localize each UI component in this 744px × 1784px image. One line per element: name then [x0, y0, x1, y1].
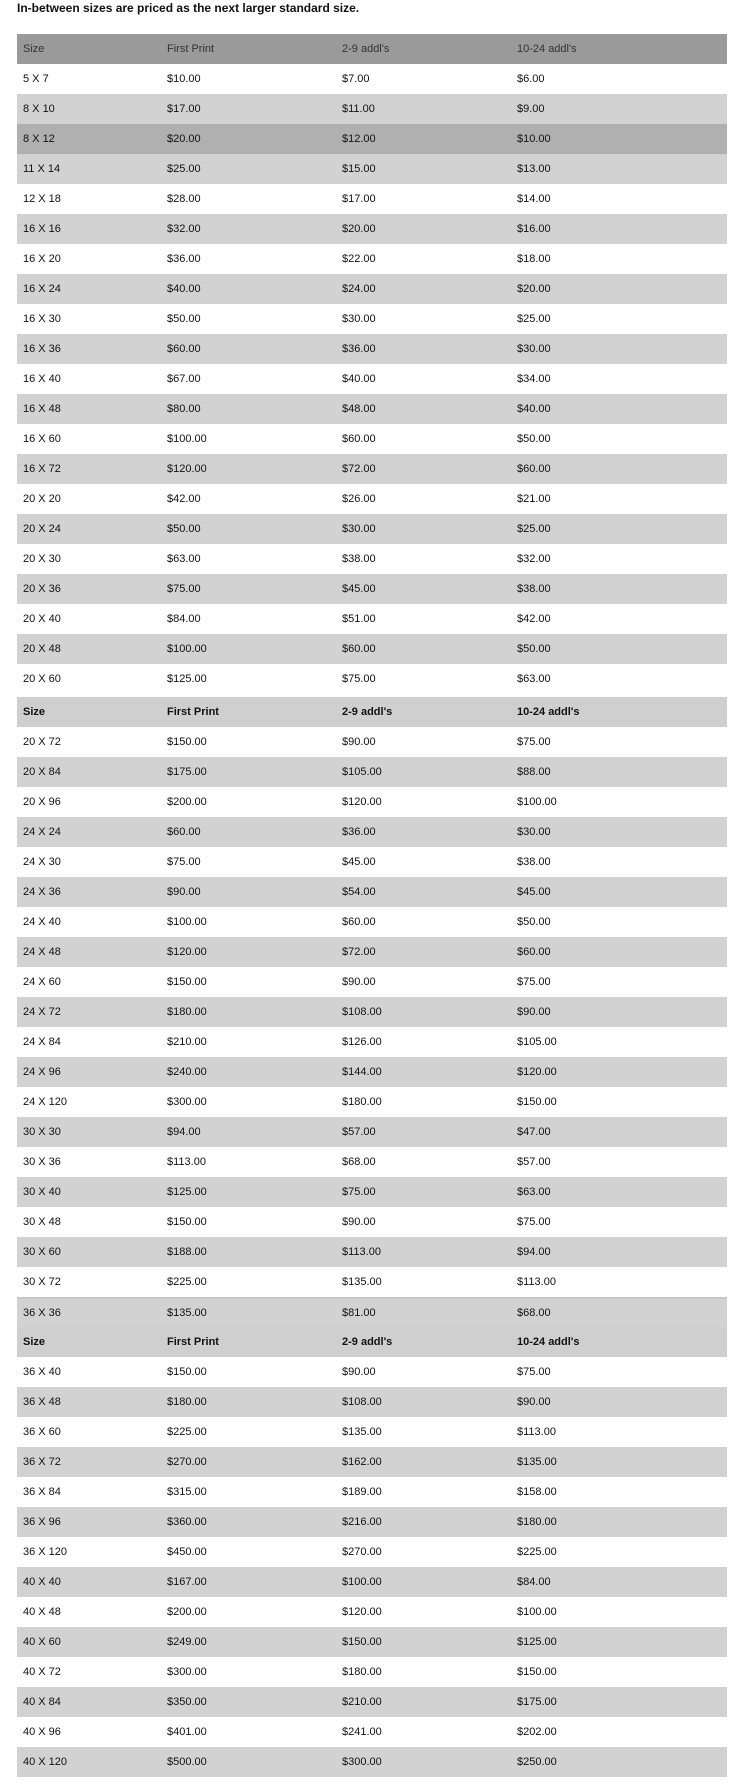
cell-size: 24 X 30	[23, 856, 61, 868]
cell-first-print: $225.00	[167, 1426, 207, 1438]
cell-size: 36 X 36	[23, 1307, 61, 1319]
cell-first-print: $100.00	[167, 916, 207, 928]
cell-size: 24 X 48	[23, 946, 61, 958]
column-header-first-print: First Print	[167, 1336, 219, 1348]
cell-addl-2-9: $12.00	[342, 133, 376, 145]
cell-addl-10-24: $158.00	[517, 1486, 557, 1498]
cell-addl-2-9: $11.00	[342, 103, 375, 115]
cell-addl-2-9: $180.00	[342, 1666, 382, 1678]
table-row[interactable]	[17, 94, 727, 124]
cell-first-print: $300.00	[167, 1096, 207, 1108]
cell-first-print: $120.00	[167, 946, 207, 958]
cell-first-print: $100.00	[167, 433, 207, 445]
cell-first-print: $315.00	[167, 1486, 207, 1498]
cell-addl-10-24: $90.00	[517, 1396, 551, 1408]
cell-size: 24 X 24	[23, 826, 61, 838]
cell-addl-2-9: $300.00	[342, 1756, 382, 1768]
table-header-row	[17, 34, 727, 64]
cell-first-print: $17.00	[167, 103, 201, 115]
cell-addl-2-9: $189.00	[342, 1486, 382, 1498]
cell-addl-10-24: $50.00	[517, 916, 551, 928]
cell-addl-2-9: $45.00	[342, 583, 376, 595]
cell-addl-2-9: $54.00	[342, 886, 376, 898]
table-row[interactable]	[17, 787, 727, 817]
cell-addl-10-24: $84.00	[517, 1576, 551, 1588]
table-row[interactable]	[17, 1357, 727, 1387]
cell-size: 30 X 60	[23, 1246, 61, 1258]
column-header-addl-2-9: 2-9 addl's	[342, 706, 393, 718]
cell-size: 20 X 24	[23, 523, 61, 535]
cell-addl-10-24: $125.00	[517, 1636, 557, 1648]
cell-size: 36 X 40	[23, 1366, 61, 1378]
cell-first-print: $150.00	[167, 1216, 207, 1228]
table-row[interactable]	[17, 634, 727, 664]
cell-addl-2-9: $36.00	[342, 343, 376, 355]
cell-addl-10-24: $9.00	[517, 103, 545, 115]
cell-addl-10-24: $20.00	[517, 283, 551, 295]
cell-size: 24 X 72	[23, 1006, 61, 1018]
cell-addl-2-9: $180.00	[342, 1096, 382, 1108]
cell-size: 40 X 72	[23, 1666, 61, 1678]
table-row[interactable]	[17, 454, 727, 484]
cell-size: 20 X 96	[23, 796, 61, 808]
cell-addl-10-24: $30.00	[517, 826, 551, 838]
table-row[interactable]	[17, 1747, 727, 1777]
table-row[interactable]	[17, 997, 727, 1027]
cell-addl-2-9: $48.00	[342, 403, 376, 415]
cell-addl-2-9: $120.00	[342, 796, 382, 808]
cell-addl-10-24: $42.00	[517, 613, 551, 625]
cell-first-print: $150.00	[167, 976, 207, 988]
cell-addl-2-9: $90.00	[342, 976, 376, 988]
cell-addl-10-24: $68.00	[517, 1307, 551, 1319]
cell-addl-2-9: $90.00	[342, 1216, 376, 1228]
cell-size: 20 X 84	[23, 766, 61, 778]
table-row[interactable]	[17, 304, 727, 334]
cell-size: 16 X 72	[23, 463, 61, 475]
cell-first-print: $450.00	[167, 1546, 207, 1558]
cell-size: 24 X 120	[23, 1096, 68, 1108]
cell-addl-2-9: $36.00	[342, 826, 376, 838]
table-row[interactable]	[17, 1627, 727, 1657]
cell-size: 8 X 12	[23, 133, 55, 145]
cell-size: 30 X 36	[23, 1156, 61, 1168]
cell-size: 30 X 72	[23, 1276, 61, 1288]
cell-addl-2-9: $60.00	[342, 643, 376, 655]
cell-first-print: $300.00	[167, 1666, 207, 1678]
cell-addl-10-24: $94.00	[517, 1246, 551, 1258]
cell-first-print: $25.00	[167, 163, 201, 175]
cell-addl-2-9: $105.00	[342, 766, 382, 778]
cell-addl-2-9: $38.00	[342, 553, 376, 565]
table-row[interactable]	[17, 244, 727, 274]
table-row[interactable]	[17, 1207, 727, 1237]
price-table-1	[17, 34, 727, 694]
table-row[interactable]	[17, 1237, 727, 1267]
cell-size: 30 X 48	[23, 1216, 61, 1228]
cell-addl-2-9: $60.00	[342, 916, 376, 928]
cell-addl-10-24: $113.00	[517, 1426, 556, 1438]
cell-size: 40 X 40	[23, 1576, 61, 1588]
cell-first-print: $135.00	[167, 1307, 207, 1319]
cell-first-print: $270.00	[167, 1456, 207, 1468]
cell-first-print: $401.00	[167, 1726, 207, 1738]
cell-addl-2-9: $120.00	[342, 1606, 382, 1618]
cell-size: 20 X 36	[23, 583, 61, 595]
table-row[interactable]	[17, 1177, 727, 1207]
cell-addl-10-24: $40.00	[517, 403, 551, 415]
table-row[interactable]	[17, 1027, 727, 1057]
cell-addl-2-9: $90.00	[342, 736, 376, 748]
cell-size: 16 X 30	[23, 313, 61, 325]
cell-addl-2-9: $108.00	[342, 1396, 382, 1408]
column-header-size: Size	[23, 1336, 46, 1348]
cell-addl-2-9: $51.00	[342, 613, 376, 625]
table-row[interactable]	[17, 727, 727, 757]
cell-addl-10-24: $175.00	[517, 1696, 557, 1708]
cell-size: 16 X 40	[23, 373, 61, 385]
cell-addl-10-24: $100.00	[517, 796, 557, 808]
cell-first-print: $200.00	[167, 796, 207, 808]
table-row[interactable]	[17, 1657, 727, 1687]
cell-addl-10-24: $50.00	[517, 433, 551, 445]
cell-size: 36 X 60	[23, 1426, 61, 1438]
cell-size: 16 X 16	[23, 223, 61, 235]
table-row[interactable]	[17, 1057, 727, 1087]
cell-addl-10-24: $202.00	[517, 1726, 557, 1738]
cell-first-print: $150.00	[167, 736, 207, 748]
cell-size: 24 X 36	[23, 886, 61, 898]
cell-addl-2-9: $81.00	[342, 1307, 376, 1319]
cell-addl-2-9: $30.00	[342, 523, 376, 535]
cell-addl-10-24: $105.00	[517, 1036, 557, 1048]
table-row[interactable]	[17, 214, 727, 244]
cell-first-print: $225.00	[167, 1276, 207, 1288]
cell-addl-2-9: $22.00	[342, 253, 376, 265]
cell-first-print: $120.00	[167, 463, 207, 475]
table-row[interactable]	[17, 907, 727, 937]
cell-addl-2-9: $26.00	[342, 493, 376, 505]
cell-addl-2-9: $7.00	[342, 73, 370, 85]
cell-size: 36 X 48	[23, 1396, 61, 1408]
cell-addl-2-9: $241.00	[342, 1726, 382, 1738]
cell-first-print: $32.00	[167, 223, 201, 235]
cell-size: 24 X 84	[23, 1036, 61, 1048]
cell-addl-2-9: $216.00	[342, 1516, 382, 1528]
cell-size: 16 X 24	[23, 283, 61, 295]
cell-addl-2-9: $150.00	[342, 1636, 382, 1648]
table-row[interactable]	[17, 1117, 727, 1147]
table-row[interactable]	[17, 394, 727, 424]
table-row[interactable]	[17, 604, 727, 634]
cell-addl-2-9: $144.00	[342, 1066, 382, 1078]
cell-addl-2-9: $72.00	[342, 463, 376, 475]
cell-size: 30 X 30	[23, 1126, 61, 1138]
table-row[interactable]	[17, 1147, 727, 1177]
cell-addl-10-24: $57.00	[517, 1156, 551, 1168]
cell-addl-10-24: $60.00	[517, 946, 551, 958]
cell-addl-10-24: $113.00	[517, 1276, 556, 1288]
cell-addl-10-24: $225.00	[517, 1546, 557, 1558]
cell-addl-2-9: $68.00	[342, 1156, 376, 1168]
cell-size: 36 X 84	[23, 1486, 61, 1498]
cell-addl-10-24: $100.00	[517, 1606, 557, 1618]
table-row[interactable]	[17, 1687, 727, 1717]
cell-addl-10-24: $60.00	[517, 463, 551, 475]
table-row[interactable]	[17, 1477, 727, 1507]
column-header-addl-2-9: 2-9 addl's	[342, 43, 390, 55]
cell-size: 24 X 60	[23, 976, 61, 988]
cell-addl-10-24: $25.00	[517, 523, 551, 535]
cell-first-print: $180.00	[167, 1396, 207, 1408]
table-row[interactable]	[17, 1597, 727, 1627]
cell-first-print: $249.00	[167, 1636, 207, 1648]
cell-addl-10-24: $16.00	[517, 223, 551, 235]
column-header-addl-10-24: 10-24 addl's	[517, 43, 577, 55]
cell-addl-10-24: $47.00	[517, 1126, 551, 1138]
cell-first-print: $10.00	[167, 73, 201, 85]
cell-first-print: $40.00	[167, 283, 201, 295]
cell-first-print: $125.00	[167, 673, 207, 685]
table-row[interactable]	[17, 154, 727, 184]
table-row[interactable]	[17, 364, 727, 394]
table-row[interactable]	[17, 1507, 727, 1537]
cell-size: 40 X 120	[23, 1756, 68, 1768]
table-row[interactable]	[17, 937, 727, 967]
cell-addl-10-24: $75.00	[517, 736, 551, 748]
cell-addl-10-24: $150.00	[517, 1096, 557, 1108]
cell-size: 11 X 14	[23, 163, 61, 175]
cell-size: 40 X 48	[23, 1606, 61, 1618]
cell-addl-2-9: $45.00	[342, 856, 376, 868]
cell-size: 36 X 120	[23, 1546, 68, 1558]
cell-first-print: $42.00	[167, 493, 201, 505]
cell-addl-2-9: $113.00	[342, 1246, 381, 1258]
cell-size: 40 X 60	[23, 1636, 61, 1648]
cell-size: 20 X 72	[23, 736, 61, 748]
cell-first-print: $20.00	[167, 133, 201, 145]
cell-addl-10-24: $45.00	[517, 886, 551, 898]
cell-size: 16 X 36	[23, 343, 61, 355]
table-row[interactable]	[17, 664, 727, 694]
cell-first-print: $180.00	[167, 1006, 207, 1018]
cell-addl-10-24: $38.00	[517, 583, 551, 595]
cell-size: 40 X 96	[23, 1726, 61, 1738]
cell-size: 30 X 40	[23, 1186, 61, 1198]
cell-first-print: $90.00	[167, 886, 201, 898]
table-row[interactable]	[17, 1417, 727, 1447]
cell-size: 20 X 40	[23, 613, 61, 625]
cell-size: 16 X 20	[23, 253, 61, 265]
cell-first-print: $350.00	[167, 1696, 207, 1708]
cell-addl-2-9: $20.00	[342, 223, 376, 235]
cell-addl-10-24: $25.00	[517, 313, 551, 325]
cell-addl-2-9: $24.00	[342, 283, 376, 295]
table-row[interactable]	[17, 1267, 727, 1297]
cell-first-print: $60.00	[167, 343, 201, 355]
cell-first-print: $80.00	[167, 403, 201, 415]
table-row[interactable]	[17, 184, 727, 214]
cell-addl-2-9: $210.00	[342, 1696, 382, 1708]
cell-addl-2-9: $30.00	[342, 313, 376, 325]
cell-addl-10-24: $75.00	[517, 1366, 551, 1378]
cell-addl-2-9: $162.00	[342, 1456, 382, 1468]
cell-first-print: $500.00	[167, 1756, 207, 1768]
cell-first-print: $63.00	[167, 553, 201, 565]
cell-first-print: $60.00	[167, 826, 201, 838]
price-table-2	[17, 697, 727, 1327]
table-row[interactable]	[17, 1567, 727, 1597]
cell-addl-10-24: $14.00	[517, 193, 551, 205]
table-row[interactable]	[17, 1387, 727, 1417]
cell-size: 20 X 30	[23, 553, 61, 565]
cell-addl-10-24: $250.00	[517, 1756, 557, 1768]
cell-first-print: $188.00	[167, 1246, 207, 1258]
cell-addl-10-24: $13.00	[517, 163, 551, 175]
cell-size: 24 X 96	[23, 1066, 61, 1078]
cell-addl-10-24: $75.00	[517, 1216, 551, 1228]
table-header-row	[17, 1327, 727, 1357]
cell-addl-2-9: $108.00	[342, 1006, 382, 1018]
cell-addl-10-24: $30.00	[517, 343, 551, 355]
cell-addl-10-24: $32.00	[517, 553, 551, 565]
table-row[interactable]	[17, 514, 727, 544]
table-row[interactable]	[17, 1297, 727, 1327]
cell-first-print: $75.00	[167, 856, 201, 868]
cell-addl-2-9: $270.00	[342, 1546, 382, 1558]
cell-size: 12 X 18	[23, 193, 61, 205]
table-row[interactable]	[17, 484, 727, 514]
column-header-size: Size	[23, 706, 46, 718]
cell-addl-10-24: $150.00	[517, 1666, 557, 1678]
column-header-addl-10-24: 10-24 addl's	[517, 1336, 580, 1348]
column-header-addl-10-24: 10-24 addl's	[517, 706, 580, 718]
table-row[interactable]	[17, 274, 727, 304]
cell-size: 40 X 84	[23, 1696, 61, 1708]
cell-first-print: $36.00	[167, 253, 201, 265]
table-row[interactable]	[17, 967, 727, 997]
table-row[interactable]	[17, 1447, 727, 1477]
cell-first-print: $210.00	[167, 1036, 207, 1048]
table-row[interactable]	[17, 544, 727, 574]
table-row[interactable]	[17, 1717, 727, 1747]
cell-first-print: $167.00	[167, 1576, 207, 1588]
cell-addl-10-24: $38.00	[517, 856, 551, 868]
table-row[interactable]	[17, 574, 727, 604]
table-row[interactable]	[17, 1087, 727, 1117]
table-row[interactable]	[17, 424, 727, 454]
cell-first-print: $84.00	[167, 613, 201, 625]
cell-addl-10-24: $10.00	[517, 133, 551, 145]
table-header-row	[17, 697, 727, 727]
cell-addl-2-9: $135.00	[342, 1426, 382, 1438]
cell-first-print: $150.00	[167, 1366, 207, 1378]
cell-addl-10-24: $120.00	[517, 1066, 557, 1078]
cell-size: 20 X 48	[23, 643, 61, 655]
cell-addl-2-9: $57.00	[342, 1126, 376, 1138]
cell-size: 36 X 72	[23, 1456, 61, 1468]
cell-addl-2-9: $40.00	[342, 373, 376, 385]
cell-first-print: $75.00	[167, 583, 201, 595]
cell-addl-2-9: $90.00	[342, 1366, 376, 1378]
cell-addl-2-9: $100.00	[342, 1576, 382, 1588]
table-row[interactable]	[17, 334, 727, 364]
cell-addl-10-24: $50.00	[517, 643, 551, 655]
cell-first-print: $175.00	[167, 766, 207, 778]
cell-addl-10-24: $75.00	[517, 976, 551, 988]
cell-addl-2-9: $135.00	[342, 1276, 382, 1288]
cell-first-print: $240.00	[167, 1066, 207, 1078]
cell-addl-2-9: $75.00	[342, 673, 376, 685]
cell-size: 8 X 10	[23, 103, 55, 115]
cell-size: 20 X 60	[23, 673, 61, 685]
cell-addl-10-24: $90.00	[517, 1006, 551, 1018]
cell-addl-2-9: $126.00	[342, 1036, 382, 1048]
cell-size: 5 X 7	[23, 73, 49, 85]
column-header-first-print: First Print	[167, 43, 215, 55]
cell-first-print: $360.00	[167, 1516, 207, 1528]
table-row[interactable]	[17, 757, 727, 787]
table-row[interactable]	[17, 817, 727, 847]
cell-size: 16 X 48	[23, 403, 61, 415]
cell-first-print: $67.00	[167, 373, 201, 385]
cell-addl-10-24: $180.00	[517, 1516, 557, 1528]
cell-addl-10-24: $21.00	[517, 493, 551, 505]
cell-addl-10-24: $34.00	[517, 373, 551, 385]
table-row[interactable]	[17, 64, 727, 94]
cell-first-print: $125.00	[167, 1186, 207, 1198]
pricing-note: In-between sizes are priced as the next larger standard size.	[17, 1, 360, 15]
cell-size: 16 X 60	[23, 433, 61, 445]
table-row[interactable]	[17, 847, 727, 877]
cell-first-print: $50.00	[167, 523, 201, 535]
table-row[interactable]	[17, 1537, 727, 1567]
table-row[interactable]	[17, 124, 727, 154]
column-header-addl-2-9: 2-9 addl's	[342, 1336, 393, 1348]
cell-first-print: $200.00	[167, 1606, 207, 1618]
column-header-first-print: First Print	[167, 706, 219, 718]
cell-first-print: $50.00	[167, 313, 201, 325]
cell-addl-10-24: $135.00	[517, 1456, 557, 1468]
cell-addl-2-9: $60.00	[342, 433, 376, 445]
cell-addl-10-24: $63.00	[517, 1186, 551, 1198]
cell-addl-2-9: $17.00	[342, 193, 376, 205]
cell-addl-10-24: $18.00	[517, 253, 551, 265]
cell-addl-2-9: $15.00	[342, 163, 376, 175]
cell-size: 36 X 96	[23, 1516, 61, 1528]
cell-addl-10-24: $6.00	[517, 73, 545, 85]
cell-addl-2-9: $72.00	[342, 946, 376, 958]
cell-first-print: $113.00	[167, 1156, 206, 1168]
cell-first-print: $100.00	[167, 643, 207, 655]
column-header-size: Size	[23, 43, 45, 55]
price-table-3	[17, 1327, 727, 1777]
table-row[interactable]	[17, 877, 727, 907]
cell-first-print: $28.00	[167, 193, 201, 205]
cell-size: 24 X 40	[23, 916, 61, 928]
cell-size: 20 X 20	[23, 493, 61, 505]
cell-addl-10-24: $88.00	[517, 766, 551, 778]
cell-addl-10-24: $63.00	[517, 673, 551, 685]
cell-addl-2-9: $75.00	[342, 1186, 376, 1198]
cell-first-print: $94.00	[167, 1126, 201, 1138]
